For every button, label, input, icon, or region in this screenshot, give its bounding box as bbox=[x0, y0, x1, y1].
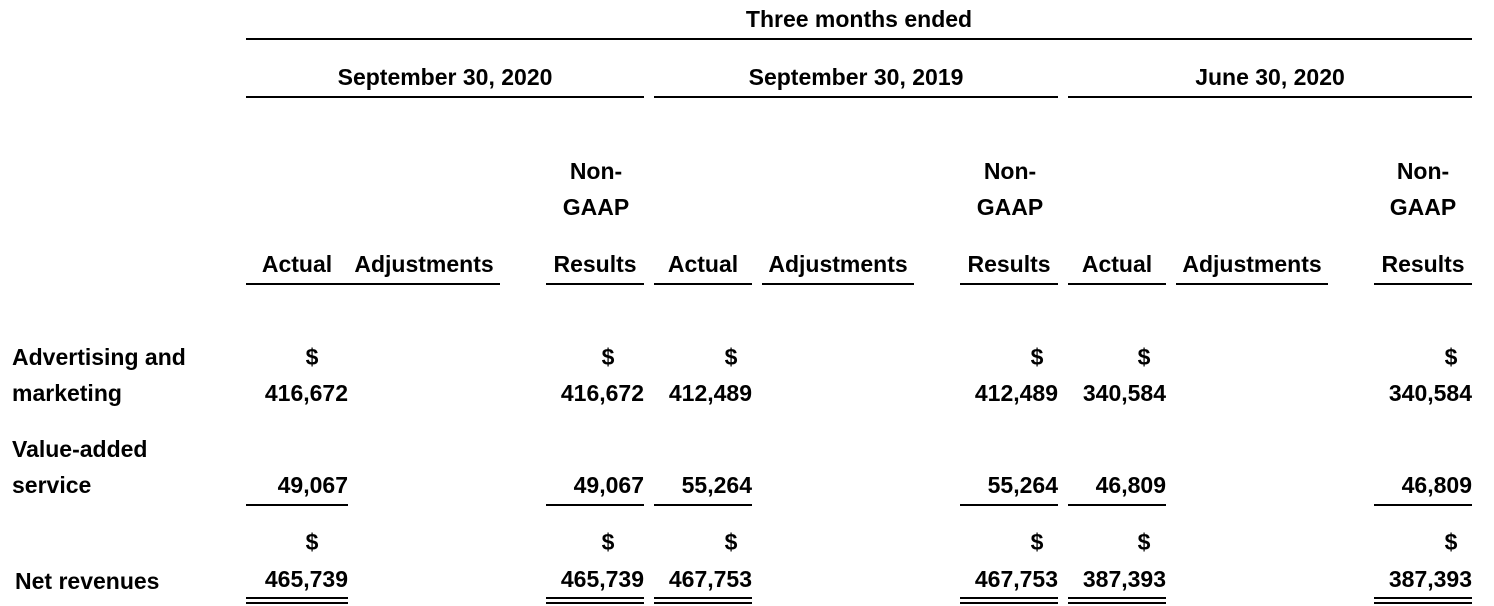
currency-symbol: $ bbox=[1444, 529, 1458, 555]
subtotal-rule bbox=[546, 504, 644, 506]
row-label: Net revenues bbox=[15, 568, 160, 594]
col-actual-2: Actual bbox=[667, 251, 739, 277]
col-non-1: Non- bbox=[569, 158, 623, 184]
col-actual-3: Actual bbox=[1081, 251, 1153, 277]
cell-value: 412,489 bbox=[668, 380, 752, 406]
currency-symbol: $ bbox=[305, 344, 319, 370]
currency-symbol: $ bbox=[1030, 344, 1044, 370]
total-double-rule bbox=[1374, 597, 1472, 604]
currency-symbol: $ bbox=[724, 529, 738, 555]
cell-value: 467,753 bbox=[974, 566, 1058, 592]
col-adjustments-2: Adjustments bbox=[768, 251, 908, 277]
currency-symbol: $ bbox=[1444, 344, 1458, 370]
currency-symbol: $ bbox=[724, 344, 738, 370]
cell-value: 55,264 bbox=[681, 472, 752, 498]
currency-symbol: $ bbox=[1137, 529, 1151, 555]
col-gaap-3: GAAP bbox=[1389, 194, 1457, 220]
period-rule-3 bbox=[1068, 96, 1472, 98]
cell-value: 55,264 bbox=[987, 472, 1058, 498]
col-results-3: Results bbox=[1381, 251, 1465, 277]
col-results-1: Results bbox=[553, 251, 637, 277]
col-rule-actual-1 bbox=[246, 283, 348, 285]
col-gaap-1: GAAP bbox=[562, 194, 630, 220]
cell-value: 49,067 bbox=[573, 472, 644, 498]
period-rule-1 bbox=[246, 96, 644, 98]
currency-symbol: $ bbox=[1137, 344, 1151, 370]
cell-value: 340,584 bbox=[1388, 380, 1472, 406]
row-label: Advertising and bbox=[12, 344, 186, 370]
col-gaap-2: GAAP bbox=[976, 194, 1044, 220]
subtotal-rule bbox=[960, 504, 1058, 506]
col-adjustments-1: Adjustments bbox=[354, 251, 494, 277]
total-double-rule bbox=[246, 597, 348, 604]
col-rule-actual-3 bbox=[1068, 283, 1166, 285]
col-rule-adjustments-2 bbox=[762, 283, 914, 285]
subtotal-rule bbox=[654, 504, 752, 506]
cell-value: 340,584 bbox=[1082, 380, 1166, 406]
total-double-rule bbox=[1068, 597, 1166, 604]
col-rule-results-1 bbox=[546, 283, 644, 285]
cell-value: 46,809 bbox=[1401, 472, 1472, 498]
cell-value: 49,067 bbox=[277, 472, 348, 498]
cell-value: 387,393 bbox=[1082, 566, 1166, 592]
cell-value: 465,739 bbox=[560, 566, 644, 592]
row-label: service bbox=[12, 472, 92, 498]
col-results-2: Results bbox=[967, 251, 1051, 277]
col-non-2: Non- bbox=[983, 158, 1037, 184]
subtotal-rule bbox=[1068, 504, 1166, 506]
total-double-rule bbox=[546, 597, 644, 604]
col-rule-adjustments-3 bbox=[1176, 283, 1328, 285]
period-header-2: September 30, 2019 bbox=[748, 64, 964, 90]
cell-value: 412,489 bbox=[974, 380, 1058, 406]
subtotal-rule bbox=[1374, 504, 1472, 506]
currency-symbol: $ bbox=[1030, 529, 1044, 555]
period-rule-2 bbox=[654, 96, 1058, 98]
cell-value: 465,739 bbox=[264, 566, 348, 592]
col-rule-results-3 bbox=[1374, 283, 1472, 285]
cell-value: 46,809 bbox=[1095, 472, 1166, 498]
col-actual-1: Actual bbox=[261, 251, 333, 277]
currency-symbol: $ bbox=[305, 529, 319, 555]
total-double-rule bbox=[960, 597, 1058, 604]
col-non-3: Non- bbox=[1396, 158, 1450, 184]
currency-symbol: $ bbox=[601, 529, 615, 555]
col-rule-actual-2 bbox=[654, 283, 752, 285]
row-label: Value-added bbox=[12, 436, 148, 462]
header-period-label: Three months ended bbox=[745, 6, 973, 32]
col-rule-adjustments-1 bbox=[348, 283, 500, 285]
cell-value: 467,753 bbox=[668, 566, 752, 592]
row-label: marketing bbox=[12, 380, 122, 406]
subtotal-rule bbox=[246, 504, 348, 506]
period-header-3: June 30, 2020 bbox=[1195, 64, 1345, 90]
col-adjustments-3: Adjustments bbox=[1182, 251, 1322, 277]
cell-value: 416,672 bbox=[560, 380, 644, 406]
col-rule-results-2 bbox=[960, 283, 1058, 285]
cell-value: 387,393 bbox=[1388, 566, 1472, 592]
cell-value: 416,672 bbox=[264, 380, 348, 406]
total-double-rule bbox=[654, 597, 752, 604]
header-rule bbox=[246, 38, 1472, 40]
currency-symbol: $ bbox=[601, 344, 615, 370]
period-header-1: September 30, 2020 bbox=[337, 64, 553, 90]
